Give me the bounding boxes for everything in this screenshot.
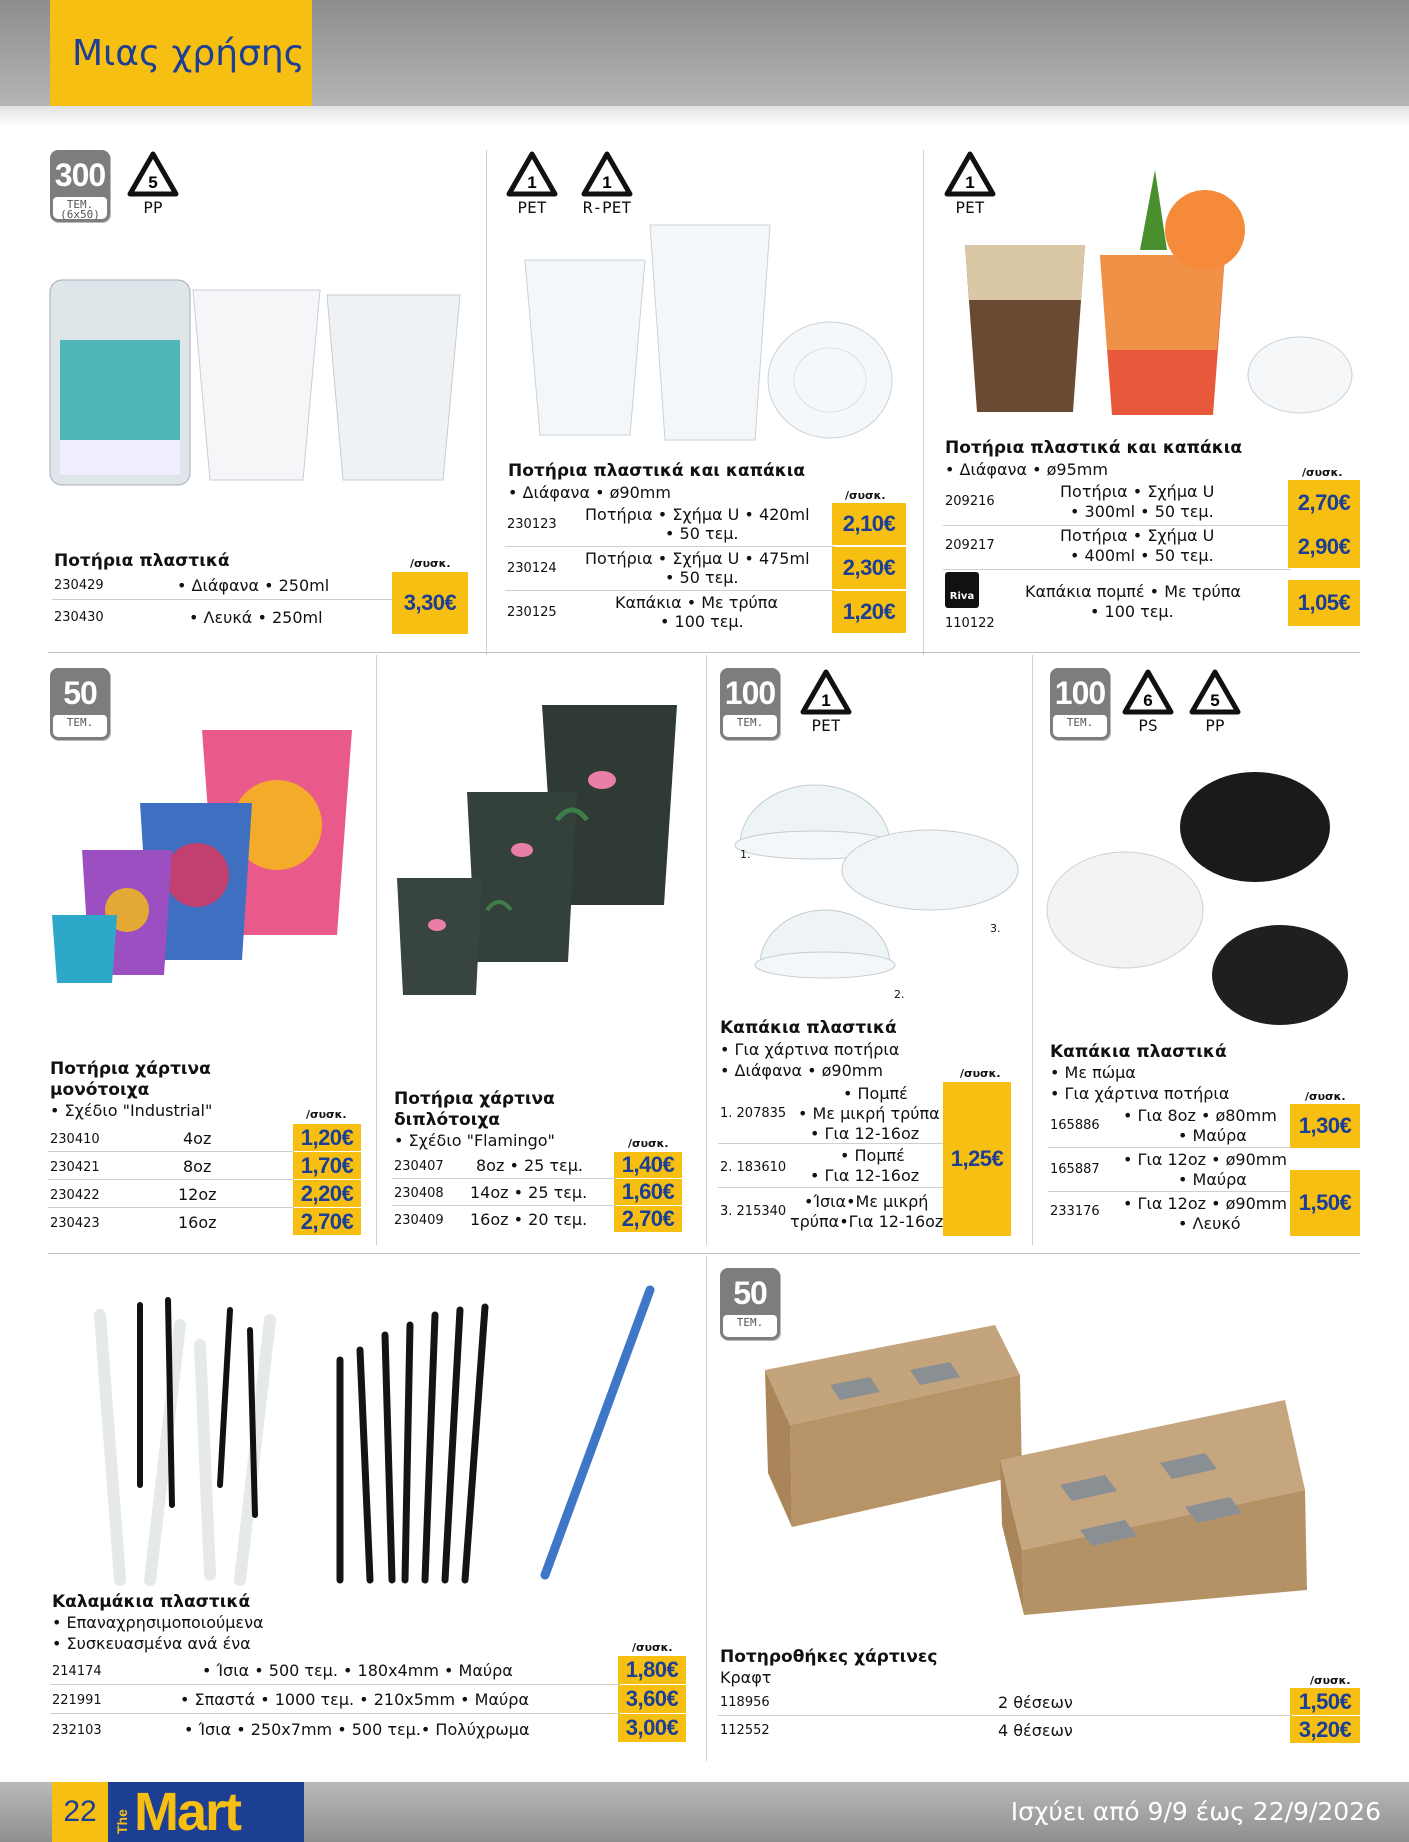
the-mart-logo: The Mart [108,1782,304,1842]
recycle-pet-icon: 1 PET [502,150,562,222]
product-title: Καπάκια πλαστικά [1050,1042,1227,1062]
price-tag: 1,20€ [832,591,906,633]
price-tag: 1,40€ [614,1152,682,1178]
recycle-pp-icon: 5 PP [123,150,183,222]
price-tag: 1,60€ [614,1179,682,1205]
pack-count-badge: 100 ΤΕΜ. [1050,668,1110,740]
pack-count-badge: 50 ΤΕΜ. [50,668,110,740]
price-tag: 2,70€ [614,1206,682,1232]
recycle-pet-icon: 1 PET [796,668,856,740]
svg-text:6: 6 [1143,691,1153,710]
unit-label: /συσκ. [960,1067,1001,1080]
product-subtitle: • Για χάρτινα ποτήρια [720,1040,900,1059]
divider [706,1256,707,1761]
price-tag: 1,50€ [1290,1688,1360,1715]
divider [923,150,924,655]
paper-cups-industrial-image [52,725,362,985]
price-tag: 1,80€ [618,1656,686,1684]
product-subtitle: • Σχέδιο "Flamingo" [394,1131,555,1150]
product-title: μονότοιχα [50,1080,150,1100]
unit-label: /συσκ. [845,489,886,502]
page-title: Μιας χρήσης [50,0,312,106]
unit-label: /συσκ. [632,1641,673,1654]
product-title: Ποτηροθήκες χάρτινες [720,1647,938,1667]
svg-text:5: 5 [148,173,158,192]
cup-holders-image [760,1315,1320,1620]
price-tag: 3,30€ [392,572,468,634]
price-tag: 1,50€ [1290,1170,1360,1236]
unit-label: /συσκ. [1310,1674,1351,1687]
unit-label: /συσκ. [628,1137,669,1150]
price-tag: 2,20€ [293,1180,361,1207]
divider [48,1253,1360,1254]
price-tag: 2,70€ [293,1208,361,1235]
price-tag: 1,05€ [1288,580,1360,626]
price-tag: 2,70€ [1288,480,1360,526]
product-title: Ποτήρια χάρτινα [394,1089,555,1109]
table-row: 165887 • Για 12oz • ø90mm • Μαύρα [1048,1148,1290,1192]
divider [48,652,1360,653]
recycle-pet-icon: 1 PET [940,150,1000,222]
callout-label: 1. [740,848,751,861]
table-row: 230422 12oz [48,1180,294,1208]
table-row: 230410 4oz [48,1124,294,1152]
table-row: 230125 Καπάκια • Με τρύπα • 100 τεμ. [507,593,778,631]
product-title: Ποτήρια χάρτινα [50,1059,211,1079]
divider [706,655,707,1245]
pack-count-badge: 100 ΤΕΜ. [720,668,780,740]
table-row: 230429 • Διάφανα • 250ml [52,572,392,600]
divider [376,655,377,1245]
svg-text:1: 1 [527,173,537,192]
price-tag: 1,70€ [293,1152,361,1179]
product-subtitle: • Διάφανα • ø95mm [945,460,1108,479]
price-tag: 2,30€ [832,547,906,589]
table-row: 2. 183610 • Πομπέ • Για 12-16oz [718,1144,943,1188]
plastic-cups-image [45,270,475,490]
coffee-lids-image [1025,765,1355,1035]
unit-label: /συσκ. [410,557,451,570]
product-subtitle: • Επαναχρησιμοποιούμενα [52,1613,264,1632]
price-tag: 2,90€ [1288,526,1360,568]
product-title: Καπάκια πλαστικά [720,1018,897,1038]
product-title: Ποτήρια πλαστικά και καπάκια [945,438,1243,458]
product-title: Ποτήρια πλαστικά [54,551,230,571]
table-row: 230123 Ποτήρια • Σχήμα U • 420ml • 50 τεμ. [505,503,835,547]
divider [486,150,487,655]
price-tag: 3,00€ [618,1714,686,1742]
table-row: 230408 14oz • 25 τεμ. [392,1179,616,1206]
table-row: 230409 16oz • 20 τεμ. [394,1210,588,1229]
brand-logo: Riva [945,572,979,608]
header-shadow [0,106,1409,126]
table-row: 3. 215340 •Ίσια•Με μικρή τρύπα•Για 12-16oz [720,1192,944,1231]
clear-cups-lids-image [520,220,900,445]
paper-cups-flamingo-image [392,700,692,1000]
page-number: 22 [52,1782,108,1842]
table-row: 118956 2 θέσεων [718,1688,1292,1716]
table-row: 230407 8oz • 25 τεμ. [392,1152,616,1179]
drink-cups-image [955,150,1355,420]
recycle-pp-icon: 5 PP [1185,668,1245,740]
product-subtitle: • Διάφανα • ø90mm [720,1061,883,1080]
product-subtitle: • Συσκευασμένα ανά ένα [52,1634,251,1653]
price-tag: 1,25€ [943,1082,1011,1236]
product-subtitle: • Σχέδιο "Industrial" [50,1101,213,1120]
validity-text: Ισχύει από 9/9 έως 22/9/2026 [1010,1797,1381,1826]
unit-label: /συσκ. [306,1108,347,1121]
product-title: διπλότοιχα [394,1110,500,1130]
callout-label: 2. [894,988,905,1001]
product-title: Ποτήρια πλαστικά και καπάκια [508,461,806,481]
table-row: 221991 • Σπαστά • 1000 τεμ. • 210x5mm • Μαύρα [50,1685,620,1714]
price-tag: 3,20€ [1290,1716,1360,1743]
clear-lids-image [730,750,1020,995]
unit-label: /συσκ. [1302,466,1343,479]
table-row: 230124 Ποτήρια • Σχήμα U • 475ml • 50 τεμ. [505,547,835,591]
svg-text:1: 1 [602,173,612,192]
svg-text:1: 1 [821,691,831,710]
price-tag: 1,20€ [293,1124,361,1151]
table-row: 209217 Ποτήρια • Σχήμα U • 400ml • 50 τεμ. [943,526,1291,570]
table-row: 209216 Ποτήρια • Σχήμα U • 300ml • 50 τεμ. [943,480,1291,526]
table-row: 233176 • Για 12oz • ø90mm • Λευκό [1050,1194,1287,1233]
table-row: Riva 110122 Καπάκια πομπέ • Με τρύπα • 100 τεμ. [943,570,1291,636]
table-row: 1. 207835 • Πομπέ • Με μικρή τρύπα • Για 12-16oz [718,1082,943,1144]
table-row: 165886 • Για 8oz • ø80mm • Μαύρα [1048,1104,1290,1148]
svg-text:5: 5 [1210,691,1220,710]
recycle-ps-icon: 6 PS [1118,668,1178,740]
straws-image [80,1285,680,1590]
price-tag: 1,30€ [1290,1104,1360,1148]
callout-label: 3. [990,922,1001,935]
unit-label: /συσκ. [1305,1090,1346,1103]
table-row: 230421 8oz [48,1152,294,1180]
price-tag: 3,60€ [618,1685,686,1713]
svg-text:1: 1 [965,173,975,192]
product-subtitle: • Διάφανα • ø90mm [508,483,671,502]
pack-count-badge: 50 ΤΕΜ. [720,1268,780,1340]
product-subtitle: • Για χάρτινα ποτήρια [1050,1084,1230,1103]
product-title: Καλαμάκια πλαστικά [52,1592,251,1612]
product-subtitle: • Με πώμα [1050,1063,1136,1082]
product-subtitle: Κραφτ [720,1668,772,1687]
table-row: 230430 • Λευκά • 250ml [54,608,323,627]
table-row: 230423 16oz [50,1213,217,1232]
table-row: 214174 • Ίσια • 500 τεμ. • 180x4mm • Μαύρα [50,1656,620,1685]
pack-count-badge: 300 ΤΕΜ. (6x50) [50,150,110,222]
table-row: 112552 4 θέσεων [720,1721,1073,1740]
price-tag: 2,10€ [832,503,906,545]
table-row: 232103 • Ίσια • 250x7mm • 500 τεμ.• Πολύχρωμα [52,1720,530,1739]
recycle-rpet-icon: 1 R-PET [577,150,637,222]
